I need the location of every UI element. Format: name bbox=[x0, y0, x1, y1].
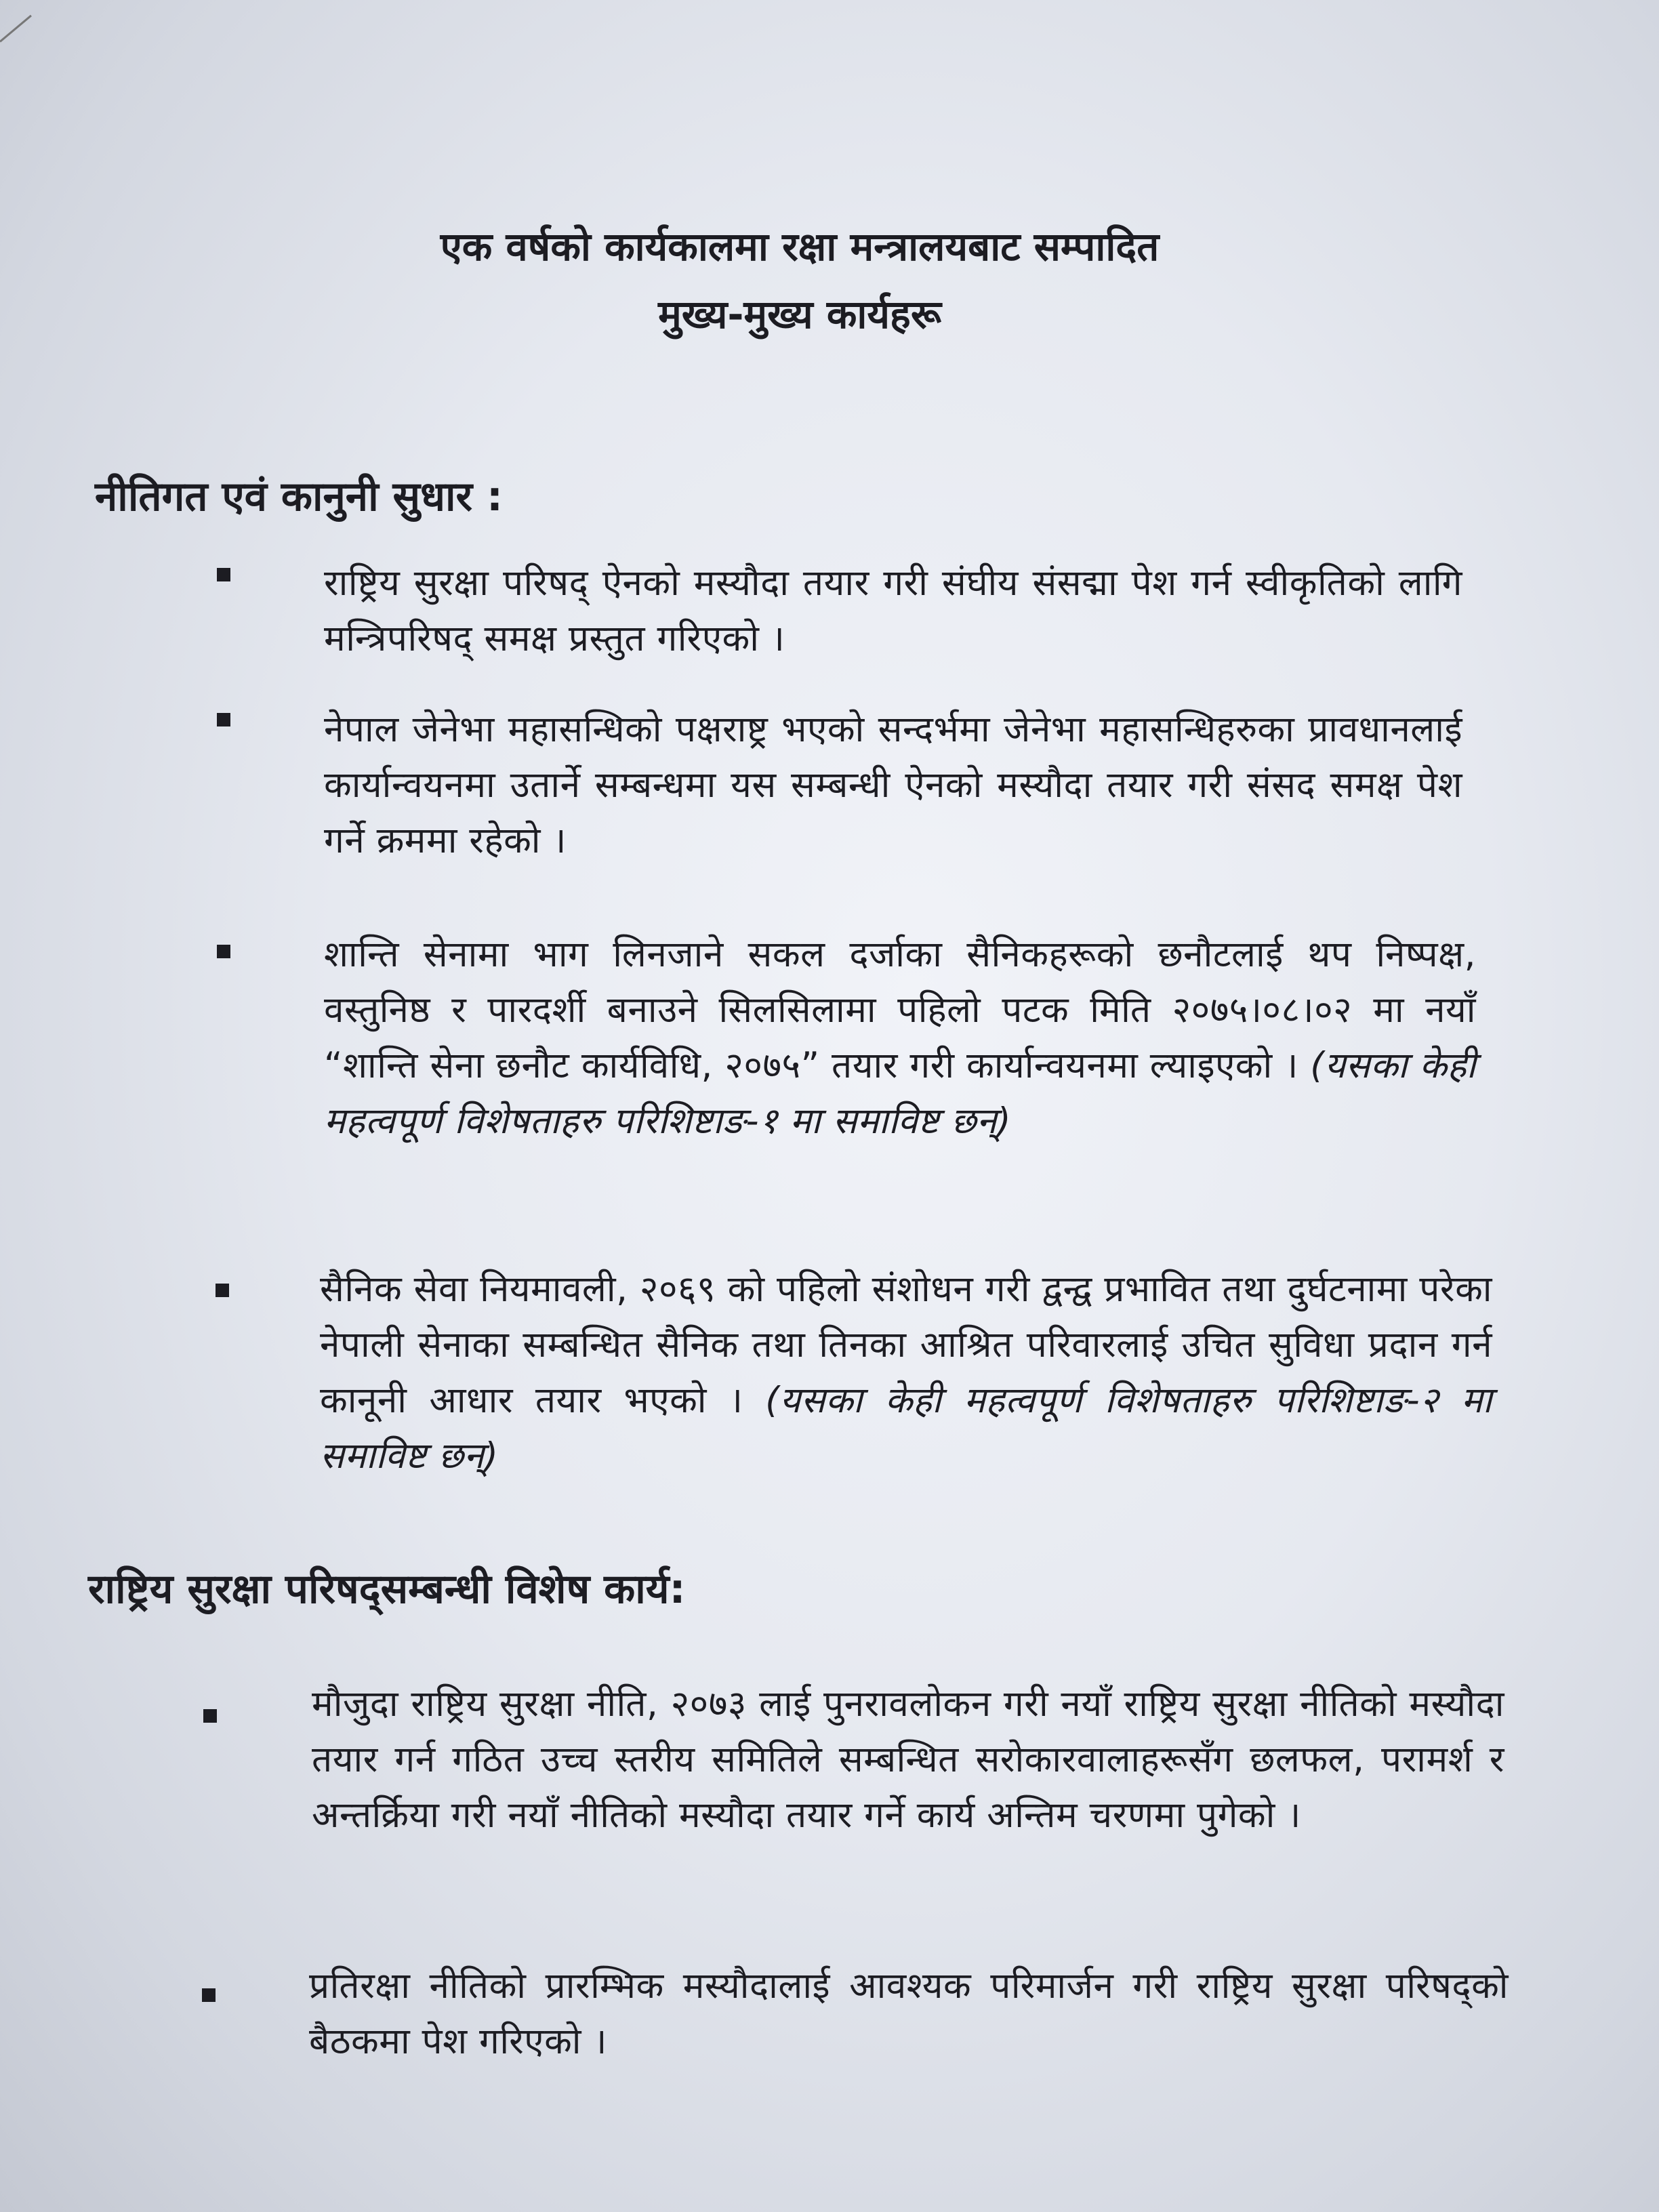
list-item-text: शान्ति सेनामा भाग लिनजाने सकल दर्जाका सैनिकहरूको छनौटलाई थप निष्पक्ष, वस्तुनिष्ठ र पारदर्शी बनाउने सिलसिलामा पहिलो पटक मिति २०७५।०८।०२ मा नयाँ “शान्ति सेना छनौट कार्यविधि, २०७५” तयार गरी कार्यान्वयनमा ल्याइएको । bbox=[324, 934, 1476, 1086]
bullet-marker bbox=[217, 713, 230, 726]
document-title-line1: एक वर्षको कार्यकालमा रक्षा मन्त्रालयबाट सम्पादित bbox=[440, 224, 1160, 270]
bullet-marker bbox=[217, 568, 230, 581]
bullet-marker bbox=[217, 945, 230, 958]
document-title-line2: मुख्य-मुख्य कार्यहरू bbox=[658, 291, 941, 337]
list-item-text: प्रतिरक्षा नीतिको प्रारम्भिक मस्यौदालाई आवश्यक परिमार्जन गरी राष्ट्रिय सुरक्षा परिषद्को बैठकमा पेश गरिएको । bbox=[309, 1965, 1509, 2062]
section-heading-national-security-council: राष्ट्रिय सुरक्षा परिषद्सम्बन्धी विशेष कार्य: bbox=[88, 1565, 686, 1613]
list-item-text: सैनिक सेवा नियमावली, २०६९ को पहिलो संशोधन गरी द्वन्द्व प्रभावित तथा दुर्घटनामा परेका नेपाली सेनाका सम्बन्धित सैनिक तथा तिनका आश्रित परिवारलाई उचित सुविधा प्रदान गर्न कानूनी आधार तयार भएको । bbox=[320, 1269, 1492, 1421]
list-item-1-4 bbox=[320, 1262, 1492, 1484]
list-item-text: मौजुदा राष्ट्रिय सुरक्षा नीति, २०७३ लाई पुनरावलोकन गरी नयाँ राष्ट्रिय सुरक्षा नीतिको मस्यौदा तयार गर्न गठित उच्च स्तरीय समितिले सम्बन्धित सरोकारवालाहरूसँग छलफल, परामर्श र अन्तर्क्रिया गरी नयाँ नीतिको मस्यौदा तयार गर्ने कार्य अन्तिम चरणमा पुगेको । bbox=[312, 1683, 1504, 1836]
list-item-1-3 bbox=[324, 927, 1476, 1149]
page-corner-mark bbox=[0, 15, 32, 43]
bullet-marker bbox=[202, 1988, 216, 2002]
list-item-2-2 bbox=[309, 1959, 1509, 2070]
list-item-2-1 bbox=[312, 1677, 1504, 1843]
list-item-text: नेपाल जेनेभा महासन्धिको पक्षराष्ट्र भएको सन्दर्भमा जेनेभा महासन्धिहरुका प्रावधानलाई कार्यान्वयनमा उतार्ने सम्बन्धमा यस सम्बन्धी ऐनको मस्यौदा तयार गरी संसद समक्ष पेश गर्ने क्रममा रहेको । bbox=[324, 709, 1462, 861]
list-item-text: राष्ट्रिय सुरक्षा परिषद् ऐनको मस्यौदा तयार गरी संघीय संसद्मा पेश गर्न स्वीकृतिको लागि मन्त्रिपरिषद् समक्ष प्रस्तुत गरिएको । bbox=[324, 562, 1462, 659]
section-heading-policy-legal-reform: नीतिगत एवं कानुनी सुधार : bbox=[95, 473, 503, 520]
bullet-marker bbox=[216, 1284, 229, 1297]
annex-reference-note: (यसका केही महत्वपूर्ण विशेषताहरु परिशिष्टाङ-१ मा समाविष्ट छन्) bbox=[324, 1045, 1476, 1142]
annex-reference-note: (यसका केही महत्वपूर्ण विशेषताहरु परिशिष्टाङ-२ मा समाविष्ट छन्) bbox=[320, 1380, 1492, 1477]
bullet-marker bbox=[203, 1709, 217, 1723]
list-item-1-2 bbox=[324, 702, 1462, 869]
list-item-1-1 bbox=[324, 556, 1462, 667]
